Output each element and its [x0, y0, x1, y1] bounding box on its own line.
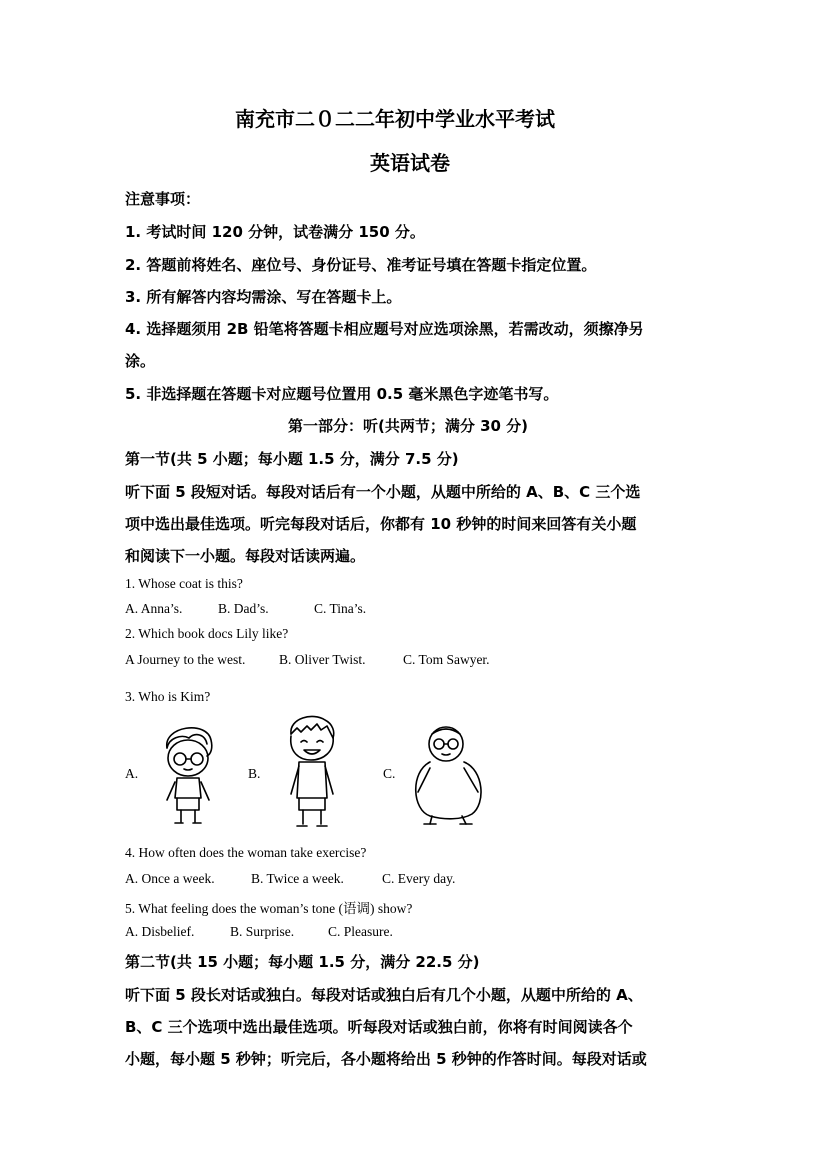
question-stem: 3. Who is Kim? [125, 689, 211, 704]
instruction-line: 小题，每小题 5 秒钟；听完后，各小题将给出 5 秒钟的作答时间。每段对话或 [125, 1050, 647, 1068]
option: C. Pleasure. [328, 924, 393, 939]
option: A. Disbelief. [125, 924, 195, 939]
question-stem: 5. What feeling does the woman’s tone (语调) show? [125, 901, 413, 916]
option: B. Oliver Twist. [279, 652, 366, 667]
option: B. Dad’s. [218, 601, 269, 616]
section-heading: 第二节(共 15 小题；每小题 1.5 分，满分 22.5 分) [125, 953, 480, 971]
instruction-line: 和阅读下一小题。每段对话读两遍。 [125, 547, 366, 565]
instruction-line: 听下面 5 段短对话。每段对话后有一个小题，从题中所给的 A、B、C 三个选 [125, 483, 641, 501]
instruction-line: 项中选出最佳选项。听完每段对话后，你都有 10 秒钟的时间来回答有关小题 [125, 515, 637, 533]
option: B. Surprise. [230, 924, 295, 939]
notice-item: 1. 考试时间 120 分钟，试卷满分 150 分。 [125, 223, 425, 241]
option: B. [248, 766, 261, 781]
fat-man-image [410, 722, 490, 826]
notice-item: 涂。 [125, 352, 156, 370]
section-heading: 第一节(共 5 小题；每小题 1.5 分，满分 7.5 分) [125, 450, 459, 468]
boy-with-glasses-image [155, 718, 225, 826]
part-heading: 第一部分：听(共两节；满分 30 分) [288, 417, 529, 435]
notice-heading: 注意事项： [125, 190, 201, 208]
option: A Journey to the west. [125, 652, 246, 667]
option: A. [125, 766, 139, 781]
notice-item: 3. 所有解答内容均需涂、写在答题卡上。 [125, 288, 402, 306]
option: C. Every day. [382, 871, 456, 886]
notice-item: 2. 答题前将姓名、座位号、身份证号、准考证号填在答题卡指定位置。 [125, 256, 597, 274]
question-stem: 4. How often does the woman take exercise? [125, 845, 367, 860]
option: A. Anna’s. [125, 601, 183, 616]
notice-item: 5. 非选择题在答题卡对应题号位置用 0.5 毫米黑色字迹笔书写。 [125, 385, 559, 403]
option: C. Tina’s. [314, 601, 367, 616]
option: C. [383, 766, 396, 781]
option: A. Once a week. [125, 871, 215, 886]
question-stem: 1. Whose coat is this? [125, 576, 243, 591]
notice-item: 4. 选择题须用 2B 铅笔将答题卡相应题号对应选项涂黑，若需改动，须擦净另 [125, 320, 644, 338]
page-subtitle: 英语试卷 [370, 151, 450, 175]
option: C. Tom Sawyer. [403, 652, 490, 667]
option: B. Twice a week. [251, 871, 344, 886]
smiling-boy-image [283, 714, 343, 830]
instruction-line: 听下面 5 段长对话或独白。每段对话或独白后有几个小题，从题中所给的 A、 [125, 986, 643, 1004]
page-title: 南充市二０二二年初中学业水平考试 [235, 107, 555, 131]
instruction-line: B、C 三个选项中选出最佳选项。听每段对话或独白前，你将有时间阅读各个 [125, 1018, 633, 1036]
question-stem: 2. Which book docs Lily like? [125, 626, 289, 641]
